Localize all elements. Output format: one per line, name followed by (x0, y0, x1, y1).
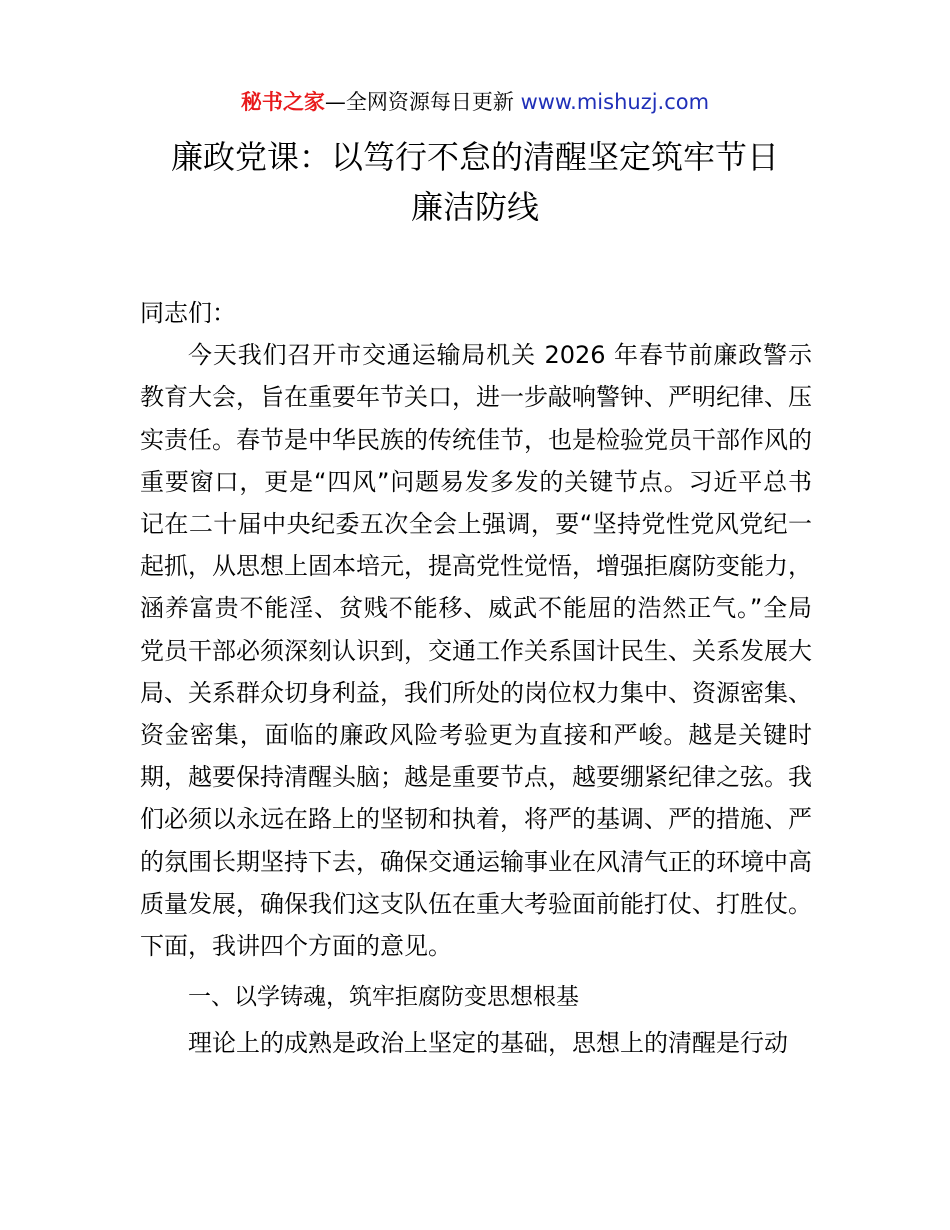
header-slogan: —全网资源每日更新 (324, 90, 521, 114)
paragraph-1: 今天我们召开市交通运输局机关 2026 年春节前廉政警示教育大会，旨在重要年节关口，进一步敲响警钟、严明纪律、压实责任。春节是中华民族的传统佳节，也是检验党员干部作风的重要窗口，更是“四风”问题易发多发的关键节点。习近平总书记在二十届中央纪委五次全会上强调，要“坚持党性党风党纪一起抓，从思想上固本培元，提高党性觉悟，增强拒腐防变能力，涵养富贵不能淫、贫贱不能移、威武不能屈的浩然正气。”全局党员干部必须深刻认识到，交通工作关系国计民生、关系发展大局、关系群众切身利益，我们所处的岗位权力集中、资源密集、资金密集，面临的廉政风险考验更为直接和严峻。越是关键时期，越要保持清醒头脑；越是重要节点，越要绷紧纪律之弦。我们必须以永远在路上的坚韧和执着，将严的基调、严的措施、严的氛围长期坚持下去，确保交通运输事业在风清气正的环境中高质量发展，确保我们这支队伍在重大考验面前能打仗、打胜仗。下面，我讲四个方面的意见。 (140, 341, 812, 961)
title-line-1: 廉政党课：以笃行不怠的清醒坚定筑牢节日 (170, 138, 779, 176)
document-title (100, 132, 850, 232)
document-body (140, 292, 812, 1065)
brand-name: 秘书之家 (240, 90, 325, 114)
paragraph-2: 理论上的成熟是政治上坚定的基础，思想上的清醒是行动 (188, 1029, 788, 1058)
site-header (0, 88, 950, 116)
site-url[interactable]: www.mishuzj.com (520, 90, 710, 114)
section-1-heading: 一、以学铸魂，筑牢拒腐防变思想根基 (188, 984, 579, 1011)
salutation: 同志们： (140, 299, 236, 327)
title-line-2: 廉洁防线 (410, 188, 539, 226)
